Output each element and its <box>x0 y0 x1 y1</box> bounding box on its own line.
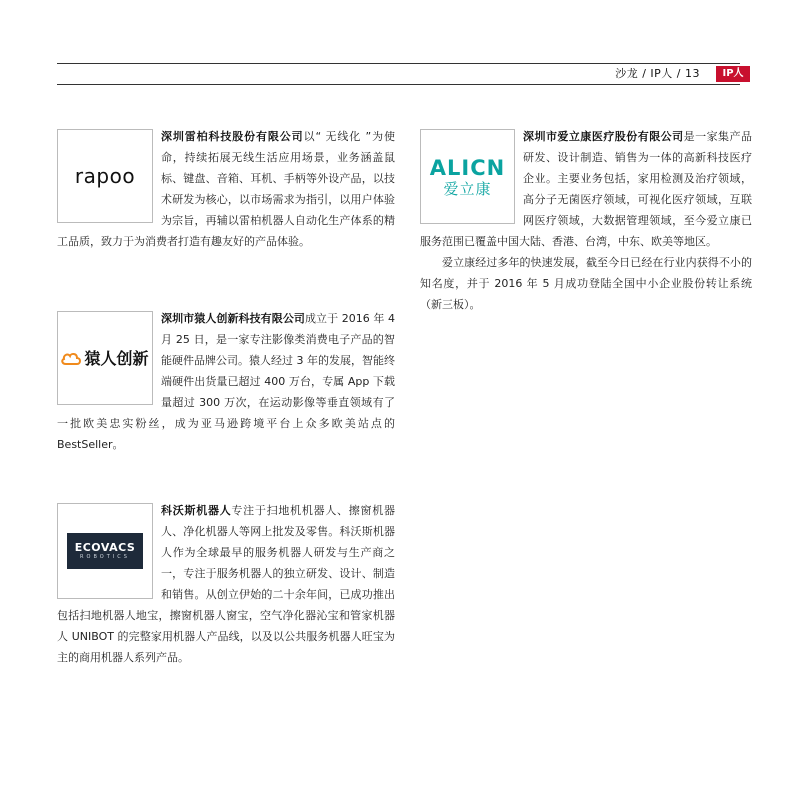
header-rule-bottom <box>57 84 740 85</box>
codoon-company-name: 深圳市猿人创新科技有限公司 <box>161 312 305 325</box>
header-rule-top <box>57 63 740 64</box>
codoon-body: 成立于 2016 年 4 月 25 日，是一家专注影像类消费电子产品的智能硬件品牌公司。猿人经过 3 年的发展，智能终端硬件出货量已超过 400 万台，专属 App 下载量超过 300 万次，在运动影像等垂直领域有了一批欧美忠实粉丝，成为亚马逊跨境平台上众多欧美站点的 BestSeller。 <box>57 312 395 451</box>
rapoo-logo <box>57 129 153 223</box>
ecovacs-logo <box>57 503 153 599</box>
section-badge: IP人 <box>716 66 750 82</box>
alicn-description-2: 爱立康经过多年的快速发展，截至今日已经在行业内获得不小的知名度，并于 2016 年 5 月成功登陆全国中小企业股份转让系统（新三板）。 <box>420 256 752 311</box>
ecovacs-company-name: 科沃斯机器人 <box>161 504 232 517</box>
codoon-logo <box>57 311 153 405</box>
entry-codoon <box>57 308 395 455</box>
alicn-logo <box>420 129 515 224</box>
section-label: 沙龙 / IP人 / 13 <box>615 67 700 80</box>
entry-alicn <box>420 126 752 315</box>
ecovacs-body: 专注于扫地机机器人、擦窗机器人、净化机器人等网上批发及零售。科沃斯机器人作为全球最早的服务机器人研发与生产商之一，专注于服务机器人的独立研发、设计、制造和销售。从创立伊始的二十余年间，已成功推出包括扫地机器人地宝，擦窗机器人窗宝，空气净化器沁宝和管家机器人 UNIBOT 的完整家用机器人产品线，以及以公共服务机器人旺宝为主的商用机器人系列产品。 <box>57 504 395 664</box>
codoon-logo-text: 猿人创新 <box>84 348 149 368</box>
cloud-icon <box>61 351 81 365</box>
alicn-company-name: 深圳市爱立康医疗股份有限公司 <box>523 130 684 143</box>
entry-rapoo <box>57 126 395 252</box>
rapoo-company-name: 深圳雷柏科技股份有限公司 <box>161 130 304 143</box>
alicn-logo-en: ALICN <box>429 155 506 180</box>
entry-ecovacs <box>57 500 395 668</box>
rapoo-logo-text: rapoo <box>74 163 136 188</box>
ecovacs-logo-sub: ROBOTICS <box>80 554 130 560</box>
alicn-body: 是一家集产品研发、设计制造、销售为一体的高新科技医疗企业。主要业务包括，家用检测及治疗领域，高分子无菌医疗领域，可视化医疗领域，互联网医疗领域，大数据管理领域，至今爱立康已服务范围已覆盖中国大陆、香港、台湾，中东、欧美等地区。 <box>420 130 753 248</box>
rapoo-body: 以“ 无线化 ”为使命，持续拓展无线生活应用场景，业务涵盖鼠标、键盘、音箱、耳机、手柄等外设产品，以技术研发为核心，以市场需求为指引，以用户体验为宗旨，再辅以雷柏机器人自动化生产体系的精工品质，致力于为消费者打造有趣友好的产品体验。 <box>57 130 396 248</box>
ecovacs-logo-main: ECOVACS <box>74 541 136 554</box>
alicn-logo-cn: 爱立康 <box>443 179 492 198</box>
